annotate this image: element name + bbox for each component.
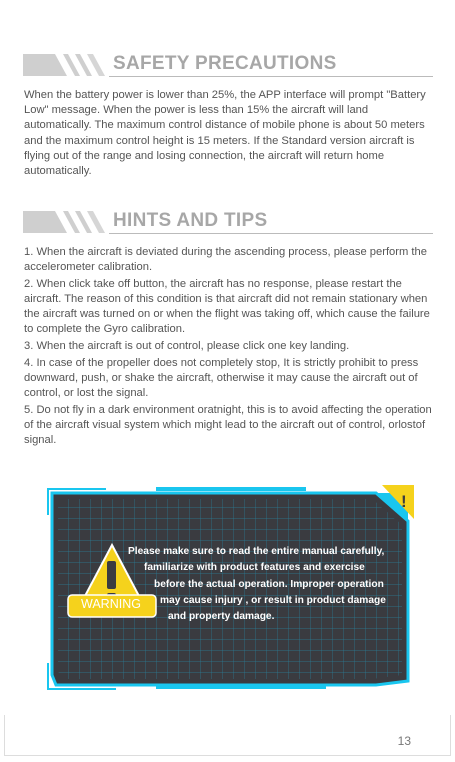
hint-item-1: 1. When the aircraft is deviated during the ascending process, please perform the accelerometer calibration. bbox=[24, 246, 427, 274]
hint-item-2: 2. When click take off button, the aircraft has no response, please restart the aircraft. The reason of this condition is that aircraft did not remain stationary when the aircraft was turned on or when the flight was taking off, which cause the failure to complete the Gyro calibration. bbox=[24, 277, 430, 336]
corner-exclamation-icon: ! bbox=[401, 492, 407, 511]
page-border bbox=[4, 715, 451, 756]
warning-line-1: Please make sure to read the entire manual carefully, bbox=[128, 546, 385, 557]
warning-badge-label: WARNING bbox=[81, 597, 141, 611]
warning-line-2: familiarize with product features and exercise bbox=[144, 562, 365, 574]
hints-header-rule bbox=[109, 233, 433, 234]
safety-header-rule bbox=[109, 76, 433, 77]
warning-line-3: before the actual operation. Improper operation bbox=[154, 578, 384, 590]
hints-section-header bbox=[23, 209, 433, 235]
safety-section-header bbox=[23, 52, 433, 78]
page-number: 13 bbox=[397, 734, 411, 748]
hint-item-4: 4. In case of the propeller does not completely stop, It is strictly prohibit to press downward, push, or shake the aircraft, otherwise it may cause the aircraft out of control, or lost the signal. bbox=[24, 356, 419, 399]
warning-line-4: may cause injury , or result in product damage bbox=[160, 594, 386, 606]
header-stripes-decoration bbox=[23, 209, 109, 235]
header-stripes-decoration bbox=[23, 52, 109, 78]
warning-message bbox=[128, 544, 400, 625]
hint-item-5: 5. Do not fly in a dark environment oratnight, this is to avoid affecting the operation of the aircraft visual system which might lead to the aircraft out of control, orlostof signal. bbox=[24, 403, 432, 446]
hint-item-3: 3. When the aircraft is out of control, please click one key landing. bbox=[24, 340, 350, 352]
hints-list bbox=[24, 245, 436, 450]
warning-line-5: and property damage. bbox=[168, 611, 275, 623]
safety-section-title: SAFETY PRECAUTIONS bbox=[113, 53, 337, 74]
safety-paragraph: When the battery power is lower than 25%, the APP interface will prompt "Battery Low" message. When the power is less than 15% the aircraft will land automatically. The maximum control distance of mobile phone is about 50 meters and the maximum control height is 15 meters. If the Standard version aircraft is flying out of the range and losing connection, the aircraft will return home automatically. bbox=[24, 89, 426, 178]
hints-section-title: HINTS AND TIPS bbox=[113, 210, 268, 231]
